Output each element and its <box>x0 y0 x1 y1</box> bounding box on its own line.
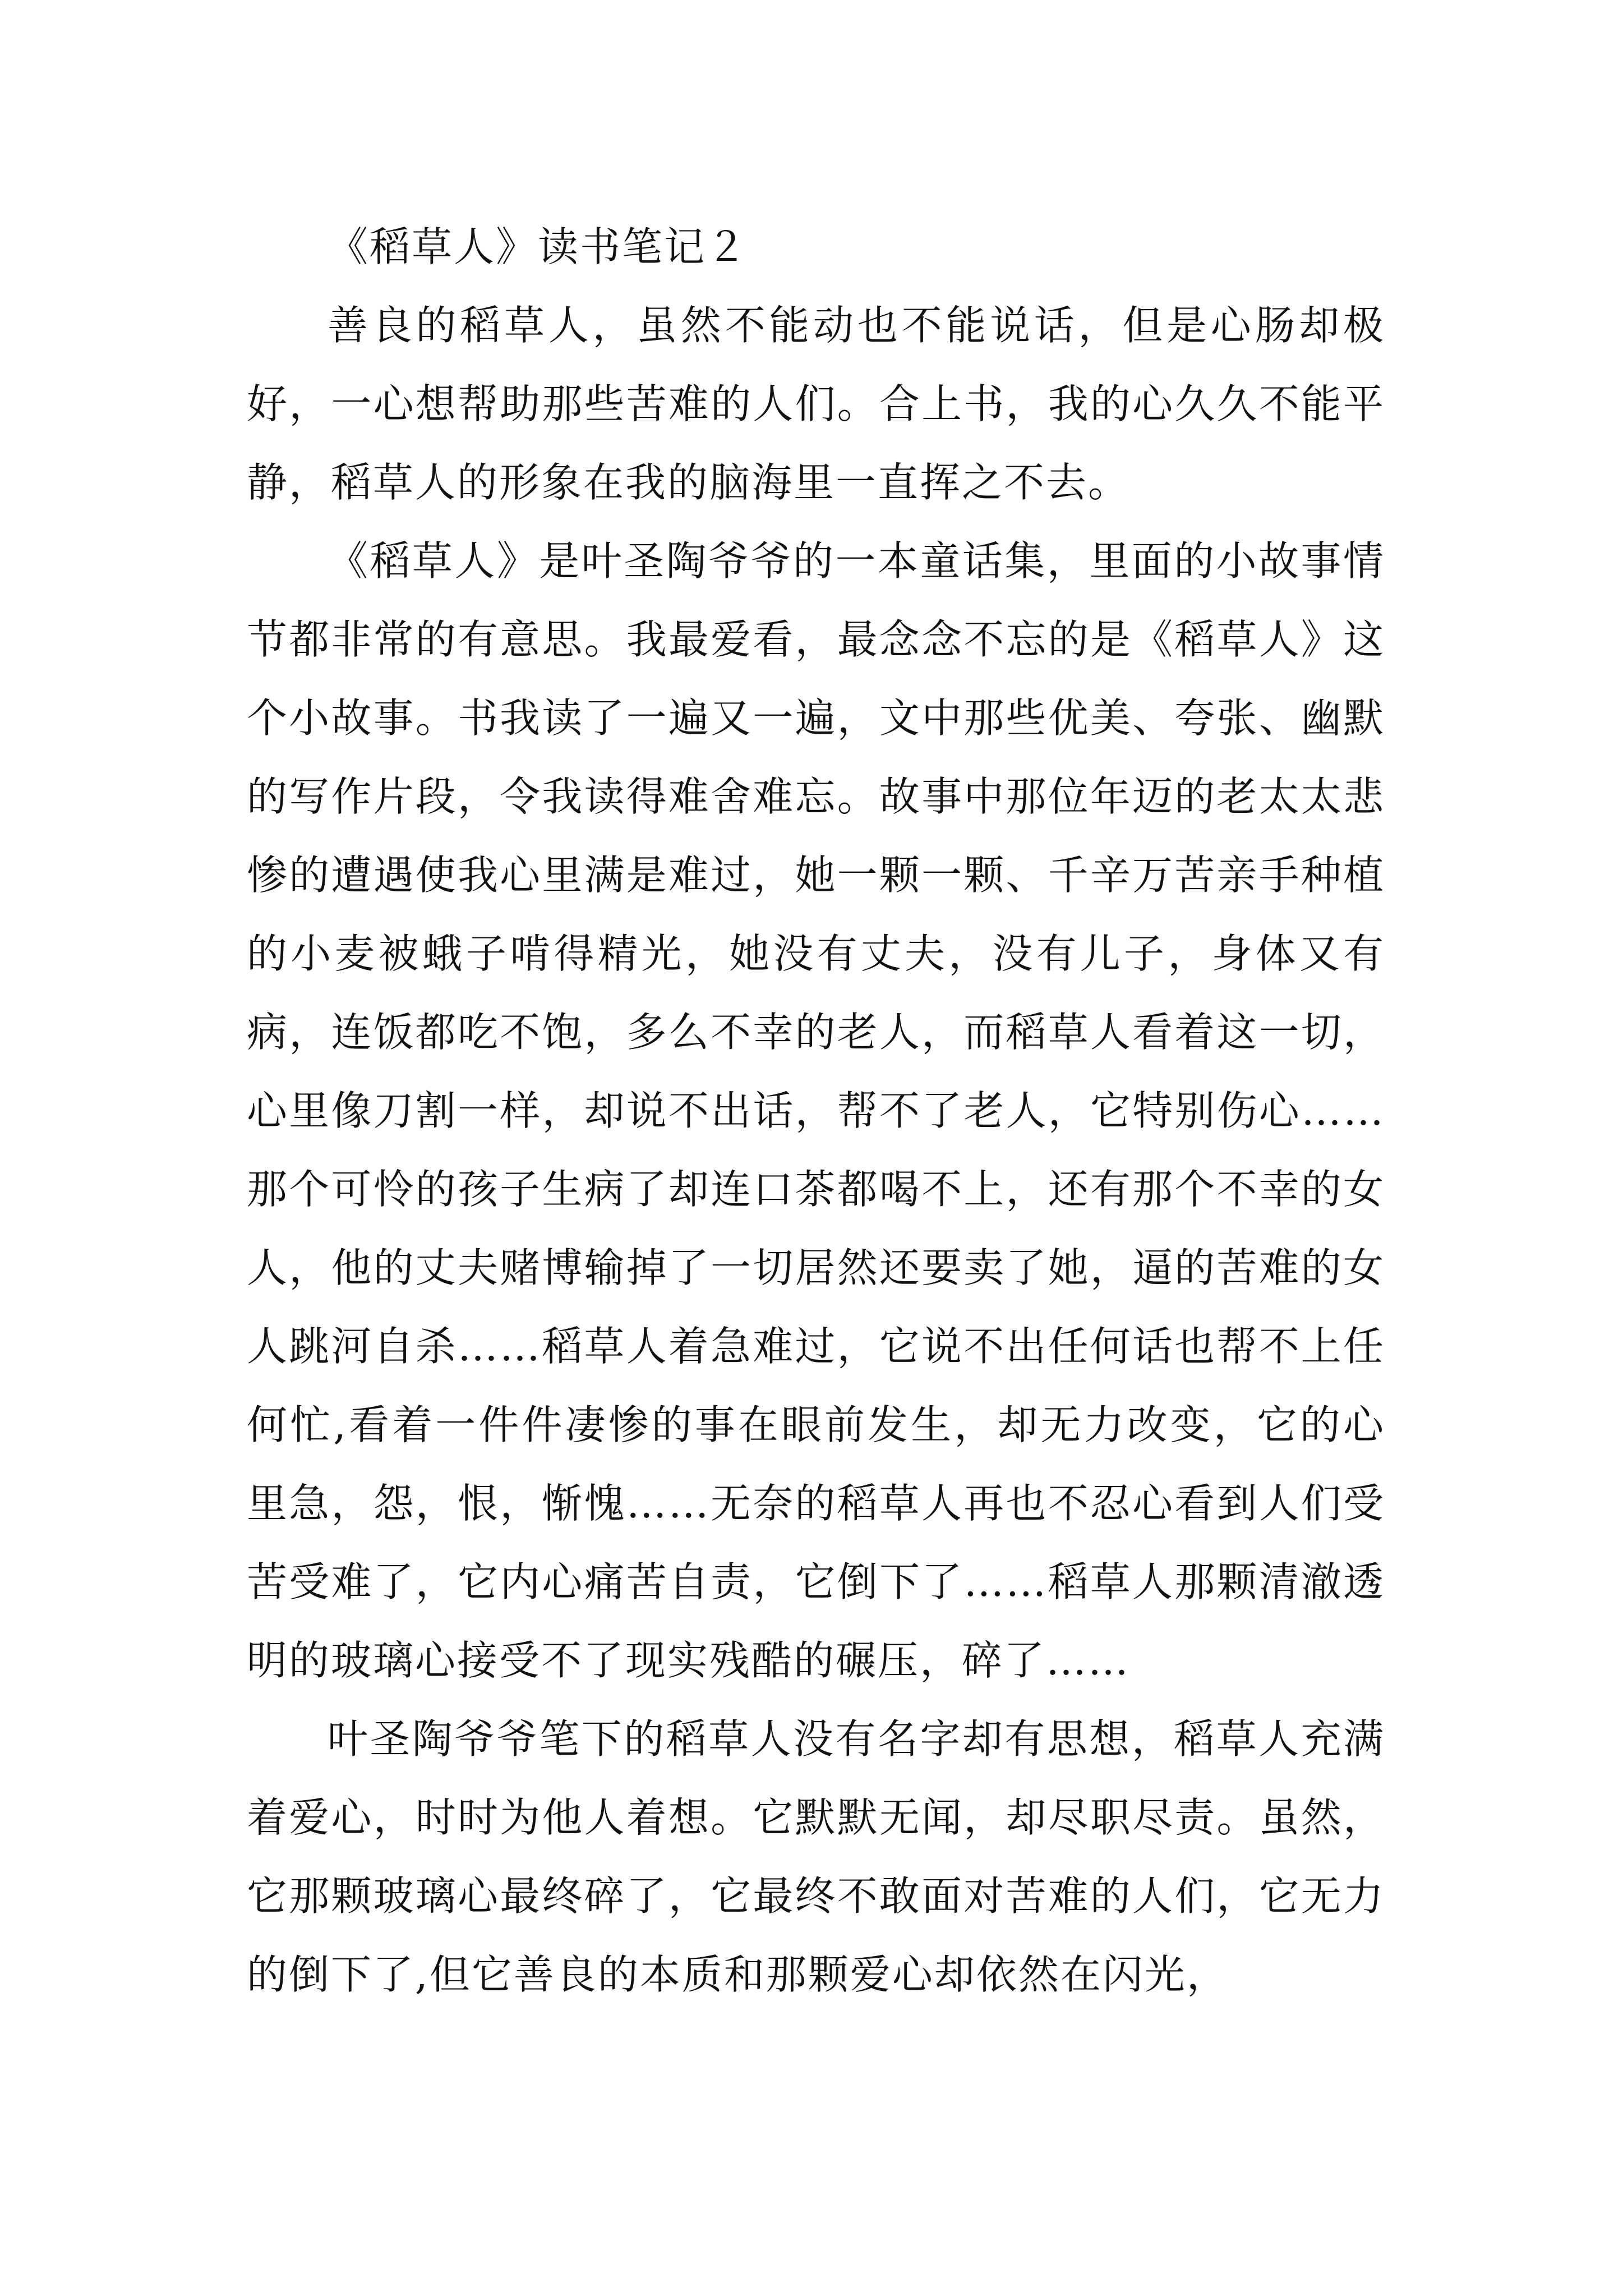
document-title: 《稻草人》读书笔记２ <box>328 223 749 270</box>
paragraph-2: 《稻草人》是叶圣陶爷爷的一本童话集，里面的小故事情节都非常的有意思。我最爱看，最念念不忘的是《稻草人》这个小故事。书我读了一遍又一遍，文中那些优美、夸张、幽默的写作片段，令我读得难舍难忘。故事中那位年迈的老太太悲惨的遭遇使我心里满是难过，她一颗一颗、千辛万苦亲手种植的小麦被蛾子啃得精光，她没有丈夫，没有儿子，身体又有病，连饭都吃不饱，多么不幸的老人，而稻草人看着这一切，心里像刀割一样，却说不出话，帮不了老人，它特别伤心……那个可怜的孩子生病了却连口茶都喝不上，还有那个不幸的女人，他的丈夫赌博输掉了一切居然还要卖了她，逼的苦难的女人跳河自杀……稻草人着急难过，它说不出任何话也帮不上任何忙,看着一件件凄惨的事在眼前发生，却无力改变，它的心里急，怨，恨，惭愧……无奈的稻草人再也不忍心看到人们受苦受难了，它内心痛苦自责，它倒下了……稻草人那颗清澈透明的玻璃心接受不了现实残酷的碾压，碎了…… <box>247 537 1385 1684</box>
paragraph-3: 叶圣陶爷爷笔下的稻草人没有名字却有思想，稻草人充满着爱心，时时为他人着想。它默默无闻，却尽职尽责。虽然，它那颗玻璃心最终碎了，它最终不敢面对苦难的人们，它无力的倒下了,但它善良的本质和那颗爱心却依然在闪光， <box>247 1715 1385 1998</box>
paragraph-1: 善良的稻草人，虽然不能动也不能说话，但是心肠却极好，一心想帮助那些苦难的人们。合上书，我的心久久不能平静，稻草人的形象在我的脑海里一直挥之不去。 <box>247 302 1385 506</box>
document-body <box>247 208 1385 2014</box>
